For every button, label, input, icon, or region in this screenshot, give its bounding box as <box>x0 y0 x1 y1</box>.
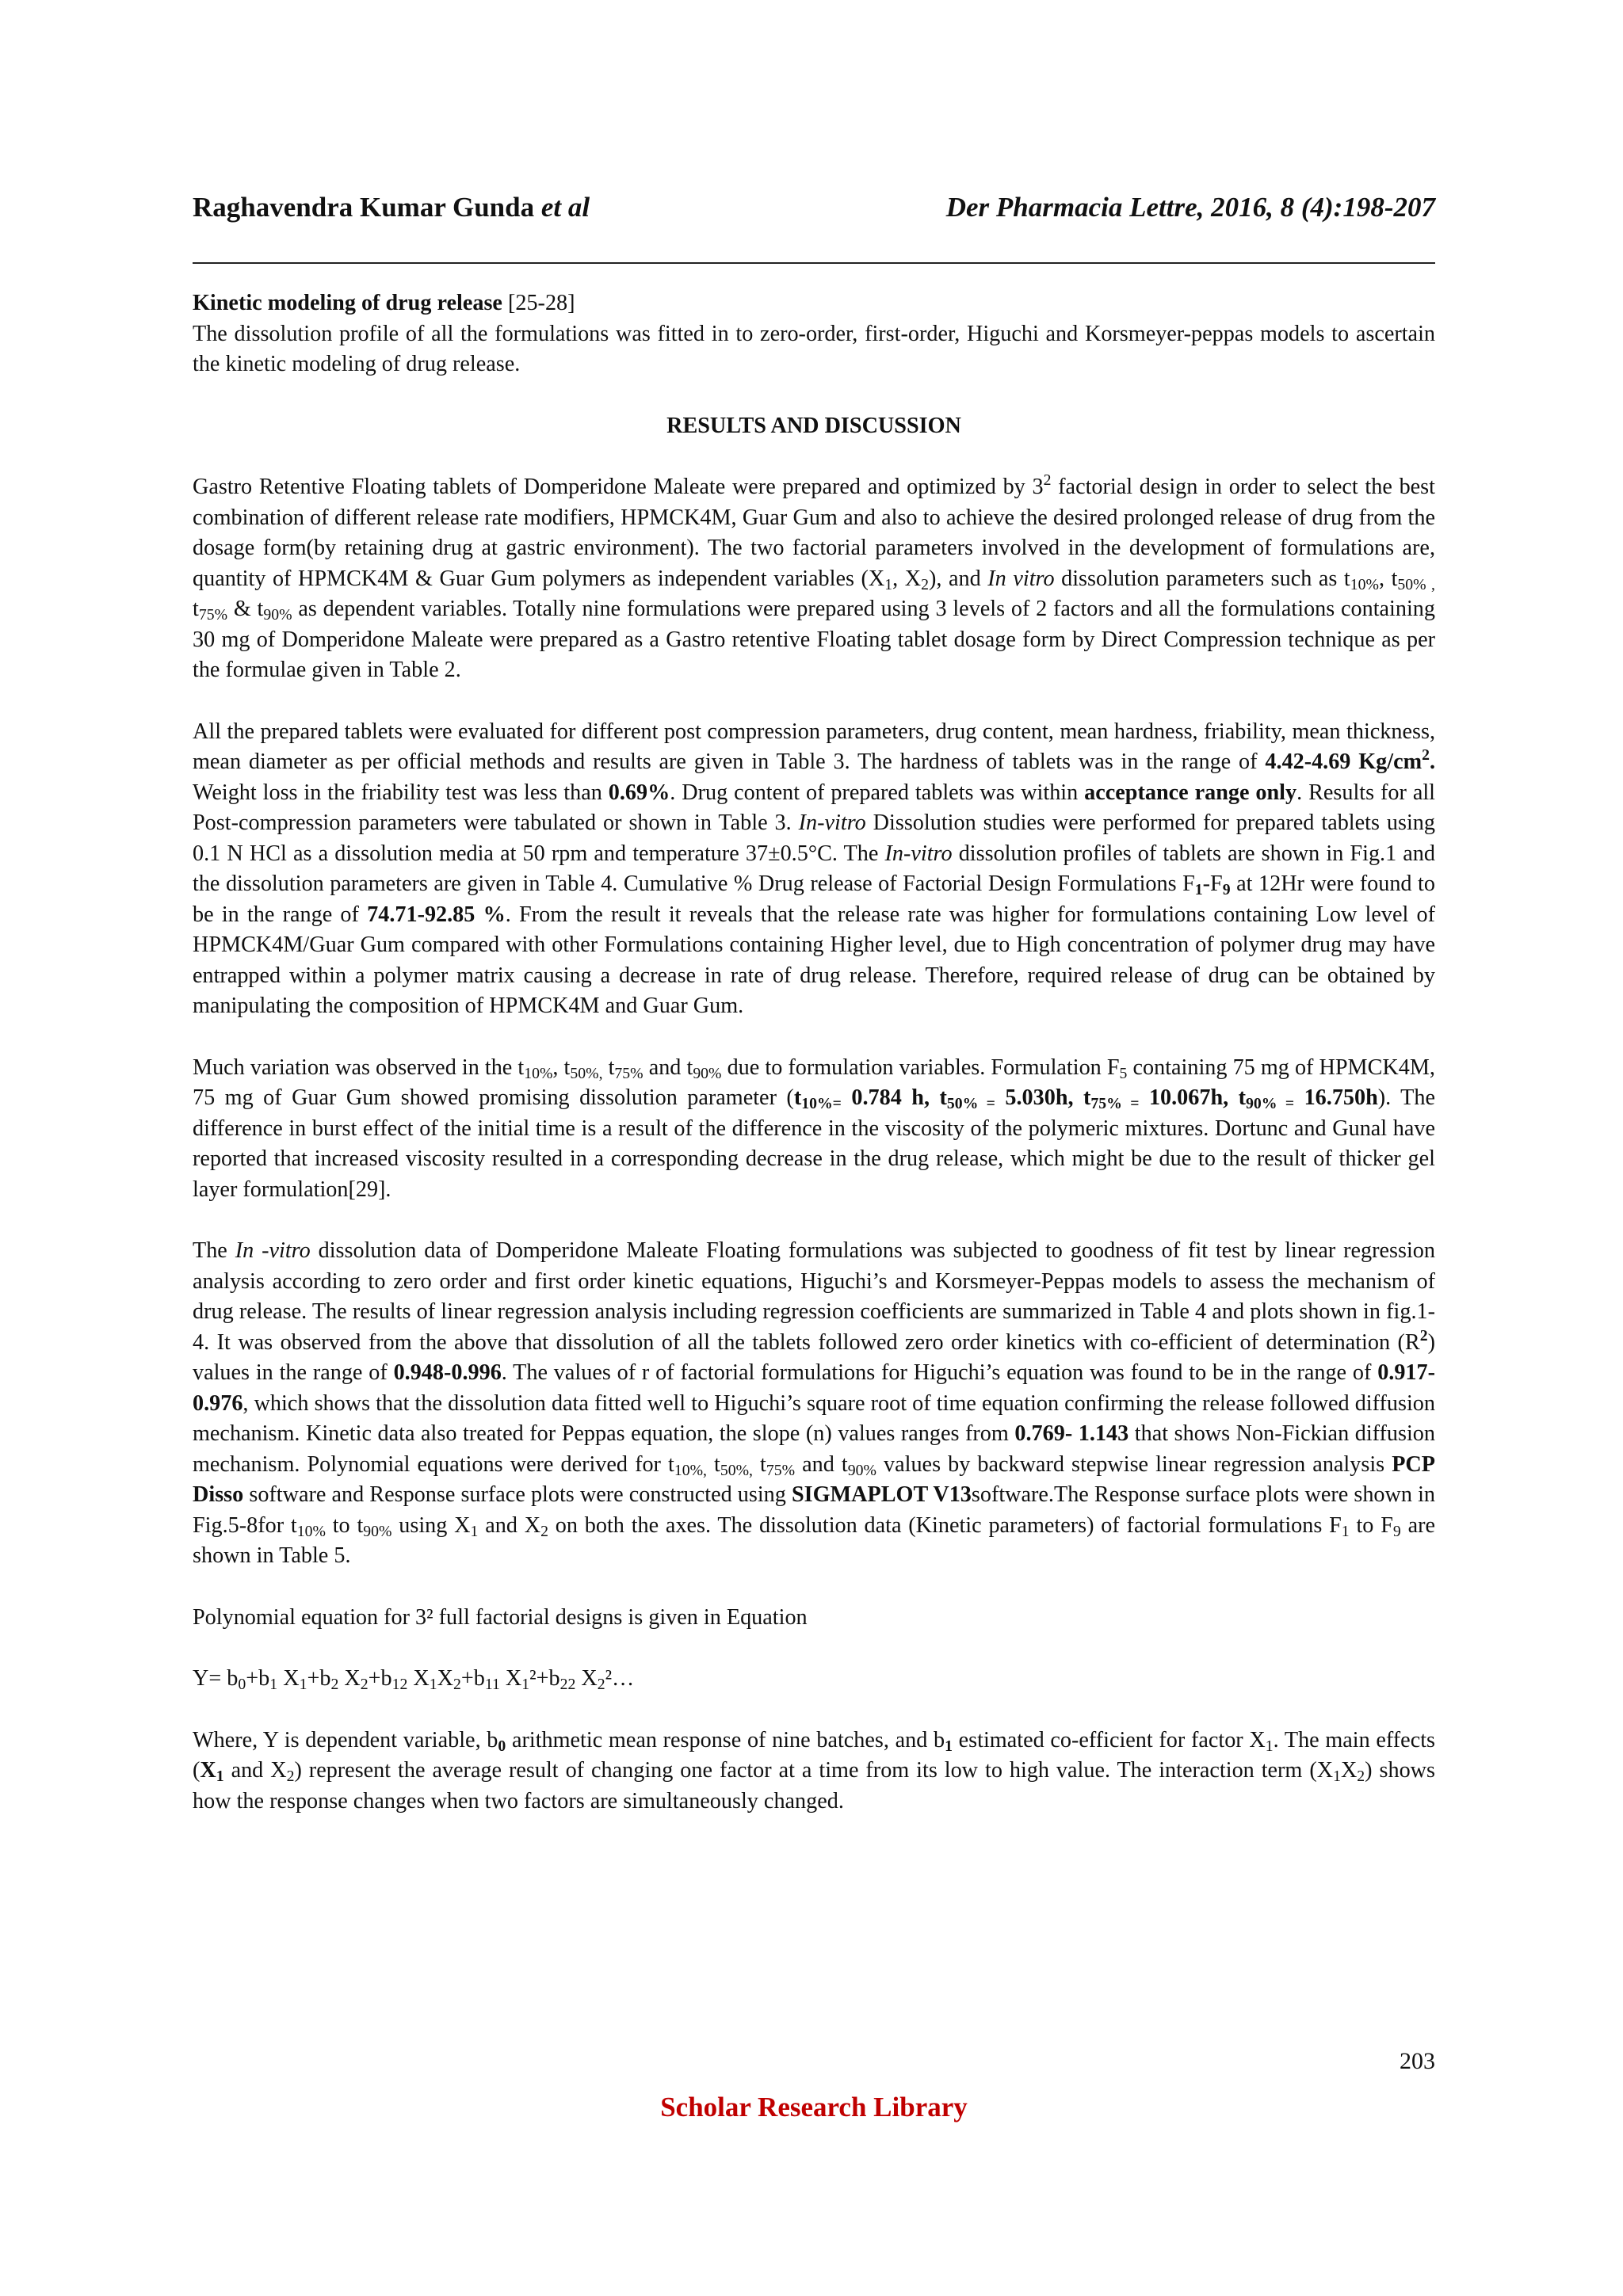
header-rule <box>193 262 1435 264</box>
paragraph-kinetics: The In -vitro dissolution data of Domperidone Maleate Floating formulations was subjected to goodness of fit test by linear regression analysis according to zero order and first order kinetic equations, Higuchi’s and Korsmeyer-Peppas models to assess the mechanism of drug release. The results of linear regression analysis including regression coefficients are summarized in Table 4 and plots shown in fig.1-4. It was observed from the above that dissolution of all the tablets followed zero order kinetics with co-efficient of determination $(R^2)$ values in the range of 0.948-0.996. The values of r of factorial formulations for Higuchi’s equation was found to be in the range of 0.917-0.976, which shows that the dissolution data fitted well to Higuchi’s square root of time equation confirming the release followed diffusion mechanism. Kinetic data also treated for Peppas equation, the slope (n) values ranges from 0.769- 1.143 that shows Non-Fickian diffusion mechanism. Polynomial equations were derived for $t_{10\%,}$ $t_{50\%,}$ $t_{75\%}$ and $t_{90\%}$ values by backward stepwise linear regression analysis PCP Disso software and Response surface plots were constructed using SIGMAPLOT V13software.The Response surface plots were shown in Fig.5-8for $t_{10\%}$ to $t_{90\%}$ using $X_1$ and $X_2$ on both the axes. The dissolution data (Kinetic parameters) of factorial formulations $F_1$ to $F_9$ are shown in Table 5. <box>193 1238 1435 1568</box>
footer-publisher: Scholar Research Library <box>660 2092 968 2122</box>
section-kinetic-text: The dissolution profile of all the formulations was fitted in to zero-order, first-order, Higuchi and Korsmeyer-peppas models to ascertain the kinetic modeling of drug release. <box>193 321 1435 376</box>
paragraph-variation: Much variation was observed in the $t_{10\%}$, $t_{50\%,}$ $t_{75\%}$ and $t_{90\%}$ due to formulation variables. Formulation $F_5$ containing 75 mg of HPMCK4M, 75 mg of Guar Gum showed promising dissolution parameter ($t_{10\%=}$ 0.784 h, $t_{50\% =}$ 5.030h, $t_{75\% =}$ 10.067h, $t_{90\% =}$ 16.750h). The difference in burst effect of the initial time is a result of the difference in the viscosity of the polymeric mixtures. Dortunc and Gunal have reported that increased viscosity resulted in a corresponding decrease in the drug release, which might be due to the result of thicker gel layer formulation[29]. <box>193 1055 1435 1202</box>
section-kinetic-heading: Kinetic modeling of drug release [25-28] <box>193 291 575 315</box>
header-author: Raghavendra Kumar Gunda et al <box>193 192 590 223</box>
polynomial-equation: $Y= b_0+b_1$ $X_1+b_2$ $X_2+b_{12}$ $X_1X_2+b_{11}$ $X_1^2+b_{22}$ $X_2^2\dots$ <box>193 1666 635 1693</box>
results-heading: RESULTS AND DISCUSSION <box>666 413 961 438</box>
paragraph-evaluation: All the prepared tablets were evaluated for different post compression parameters, drug content, mean hardness, friability, mean thickness, mean diameter as per official methods and results are given in Table 3. The hardness of tablets was in the range of 4.42-4.69 $Kg/cm^2$. Weight loss in the friability test was less than 0.69%. Drug content of prepared tablets was within acceptance range only. Results for all Post-compression parameters were tabulated or shown in Table 3. In-vitro Dissolution studies were performed for prepared tablets using 0.1 N HCl as a dissolution media at 50 rpm and temperature 37±0.5°C. The In-vitro dissolution profiles of tablets are shown in Fig.1 and the dissolution parameters are given in Table 4. Cumulative % Drug release of Factorial Design Formulations $F_1-F_9$ at 12Hr were found to be in the range of 74.71-92.85 %. From the result it reveals that the release rate was higher for formulations containing Low level of HPMCK4M/Guar Gum compared with other Formulations containing Higher level, due to High concentration of polymer drug may have entrapped within a polymer matrix causing a decrease in rate of drug release. Therefore, required release of drug can be obtained by manipulating the composition of HPMCK4M and Guar Gum. <box>193 719 1436 1018</box>
paragraph-polynomial-intro: Polynomial equation for 3² full factorial designs is given in Equation <box>193 1604 808 1630</box>
article-body <box>193 288 1435 1817</box>
paragraph-coefficients: Where, Y is dependent variable, $b_0$ arithmetic mean response of nine batches, and $b_1$ estimated co-efficient for factor $X_1$. The main effects ($X_1$ and $X_2$) represent the average result of changing one factor at a time from its low to high value. The interaction term $(X_1X_2)$ shows how the response changes when two factors are simultaneously changed. <box>193 1727 1436 1814</box>
header-journal: Der Pharmacia Lettre, 2016, 8 (4):198-207 <box>945 192 1435 223</box>
page-number: 203 <box>1400 2048 1435 2074</box>
running-header <box>193 192 1435 223</box>
paragraph-design: Gastro Retentive Floating tablets of Domperidone Maleate were prepared and optimized by $3^2$ factorial design in order to select the best combination of different release rate modifiers, HPMCK4M, Guar Gum and also to achieve the desired prolonged release of drug from the dosage form(by retaining drug at gastric environment). The two factorial parameters involved in the development of formulations are, quantity of HPMCK4M & Guar Gum polymers as independent variables ($X_1$, $X_2$), and In vitro dissolution parameters such as $t_{10\%}$, $t_{50\% ,}$ $t_{75\%}$ & $t_{90\%}$ as dependent variables. Totally nine formulations were prepared using 3 levels of 2 factors and all the formulations containing 30 mg of Domperidone Maleate were prepared as a Gastro retentive Floating tablet dosage form by Direct Compression technique as per the formulae given in Table 2. <box>193 471 1435 682</box>
